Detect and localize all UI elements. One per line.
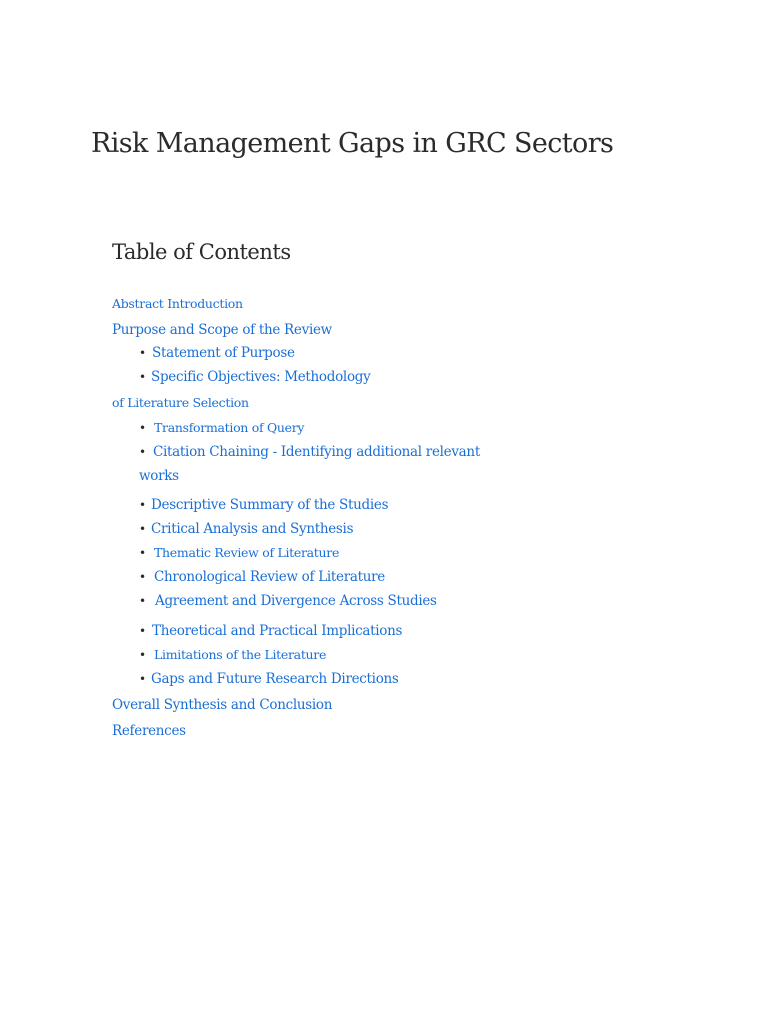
toc-link-statement-of-purpose[interactable]: Statement of Purpose: [152, 345, 295, 361]
bullet-icon: •: [139, 624, 147, 638]
toc-link-literature-selection[interactable]: of Literature Selection: [112, 395, 249, 410]
toc-link-overall-synthesis[interactable]: Overall Synthesis and Conclusion: [112, 697, 333, 713]
bullet-icon: •: [139, 522, 147, 536]
toc-link-gaps-future[interactable]: Gaps and Future Research Directions: [151, 671, 399, 687]
bullet-icon: •: [139, 346, 147, 360]
bullet-icon: •: [139, 672, 147, 686]
toc-link-thematic-review[interactable]: Thematic Review of Literature: [154, 545, 340, 560]
bullet-icon: •: [139, 594, 147, 608]
bullet-icon: •: [139, 498, 147, 512]
bullet-icon: •: [139, 421, 147, 435]
toc-link-agreement-divergence[interactable]: Agreement and Divergence Across Studies: [155, 593, 437, 609]
toc-link-chronological-review[interactable]: Chronological Review of Literature: [154, 569, 385, 585]
toc-link-limitations[interactable]: Limitations of the Literature: [154, 647, 327, 662]
bullet-icon: •: [139, 570, 147, 584]
toc-link-descriptive-summary[interactable]: Descriptive Summary of the Studies: [151, 497, 389, 513]
toc-link-transformation-of-query[interactable]: Transformation of Query: [154, 420, 305, 435]
toc-link-purpose-scope[interactable]: Purpose and Scope of the Review: [112, 322, 332, 338]
toc-link-specific-objectives[interactable]: Specific Objectives: Methodology: [151, 369, 371, 385]
bullet-icon: •: [139, 445, 147, 459]
toc-link-theoretical-practical[interactable]: Theoretical and Practical Implications: [152, 623, 403, 639]
toc-link-abstract-introduction[interactable]: Abstract Introduction: [112, 296, 243, 311]
toc-link-citation-chaining[interactable]: Citation Chaining - Identifying additional relevant: [153, 444, 480, 460]
bullet-icon: •: [139, 648, 147, 662]
toc-link-critical-analysis[interactable]: Critical Analysis and Synthesis: [151, 521, 354, 537]
toc-link-references[interactable]: References: [112, 723, 186, 739]
bullet-icon: •: [139, 370, 147, 384]
toc-heading: Table of Contents: [112, 240, 291, 264]
document-title: Risk Management Gaps in GRC Sectors: [91, 128, 614, 159]
toc-link-citation-chaining-continued[interactable]: works: [139, 468, 179, 484]
bullet-icon: •: [139, 546, 147, 560]
